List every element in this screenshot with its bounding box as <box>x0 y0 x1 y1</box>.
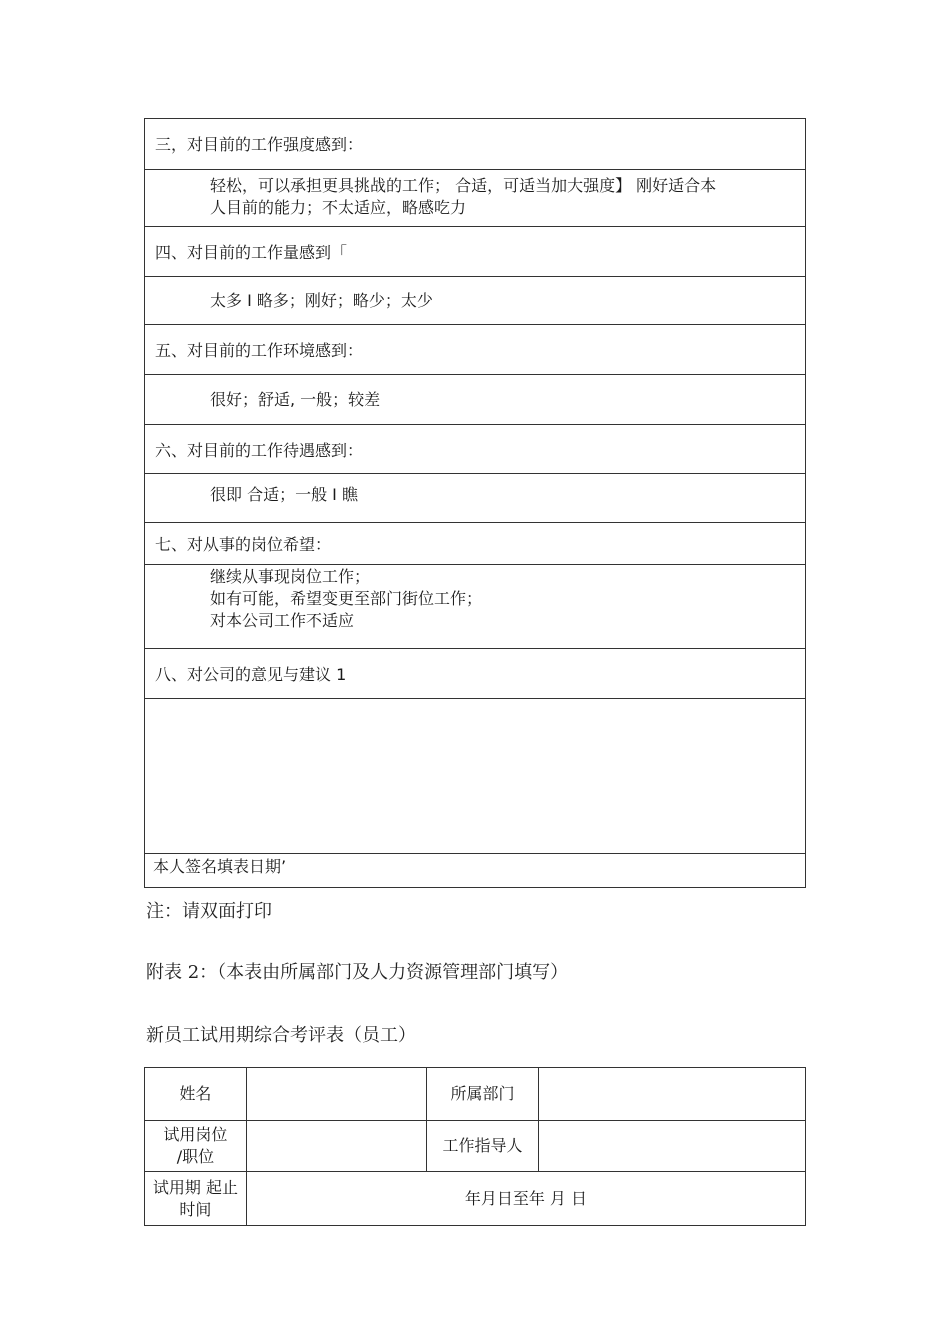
answer-text: 太多 I 略多；刚好；略少；太少 <box>210 291 433 310</box>
signature-row <box>145 854 805 887</box>
period-label-line1: 试用期 起止 <box>152 1177 238 1197</box>
answer-line: 轻松，可以承担更具挑战的工作； 合适，可适当加大强度】 刚好适合本 <box>210 176 717 195</box>
answer-line: 对本公司工作不适应 <box>210 611 355 630</box>
period-label-cell <box>145 1172 247 1226</box>
row-position-mentor <box>145 1121 806 1172</box>
print-note: 注：请双面打印 <box>146 901 272 922</box>
question-workload-amount <box>145 227 805 277</box>
question-position-hope <box>145 523 805 565</box>
question-workload-intensity <box>145 119 805 170</box>
question-text: 七、对从事的岗位希望： <box>155 535 332 554</box>
question-text: 五、对目前的工作环境感到： <box>155 341 364 360</box>
row-trial-period <box>145 1172 806 1226</box>
survey-table <box>144 118 806 888</box>
question-text: 三，对目前的工作强度感到： <box>155 135 364 154</box>
question-text: 四、对目前的工作量感到「 <box>155 243 348 262</box>
answer-line: 人目前的能力；不太适应，略感吃力 <box>210 198 467 217</box>
question-text: 八、对公司的意见与建议 1 <box>155 665 347 684</box>
row-name-dept <box>145 1068 806 1121</box>
question-work-environment <box>145 325 805 375</box>
signature-label: 本人签名填表日期’ <box>153 857 287 876</box>
period-label-line2: 时间 <box>179 1199 212 1219</box>
suggestions-blank-area[interactable] <box>145 699 805 854</box>
answer-text: 很好；舒适, 一般；较差 <box>210 390 381 409</box>
mentor-value-cell[interactable] <box>539 1121 806 1172</box>
name-label: 姓名 <box>145 1068 247 1121</box>
name-value-cell[interactable] <box>246 1068 426 1121</box>
period-value[interactable]: 年月日至年 月 日 <box>246 1172 805 1226</box>
answer-position-hope <box>145 565 805 649</box>
evaluation-form-table <box>144 1067 806 1226</box>
position-value-cell[interactable] <box>246 1121 426 1172</box>
answer-line: 继续从事现岗位工作； <box>210 567 371 586</box>
mentor-label: 工作指导人 <box>426 1121 539 1172</box>
answer-line: 如有可能，希望变更至部门街位工作； <box>210 589 483 608</box>
position-label-cell <box>145 1121 247 1172</box>
answer-workload-amount <box>145 277 805 325</box>
form-title: 新员工试用期综合考评表（员工） <box>146 1025 416 1046</box>
question-compensation <box>145 425 805 474</box>
question-suggestions <box>145 649 805 699</box>
dept-value-cell[interactable] <box>539 1068 806 1121</box>
position-label-line1: 试用岗位 <box>163 1125 228 1144</box>
dept-label: 所属部门 <box>426 1068 539 1121</box>
answer-work-environment <box>145 375 805 425</box>
appendix-heading: 附表 2：（本表由所属部门及人力资源管理部门填写） <box>146 962 569 983</box>
question-text: 六、对目前的工作待遇感到： <box>155 441 364 460</box>
answer-text: 很即 合适；一般 I 瞧 <box>210 485 358 504</box>
position-label-line2: /职位 <box>176 1147 215 1166</box>
answer-compensation <box>145 474 805 523</box>
answer-workload-intensity <box>145 170 805 227</box>
